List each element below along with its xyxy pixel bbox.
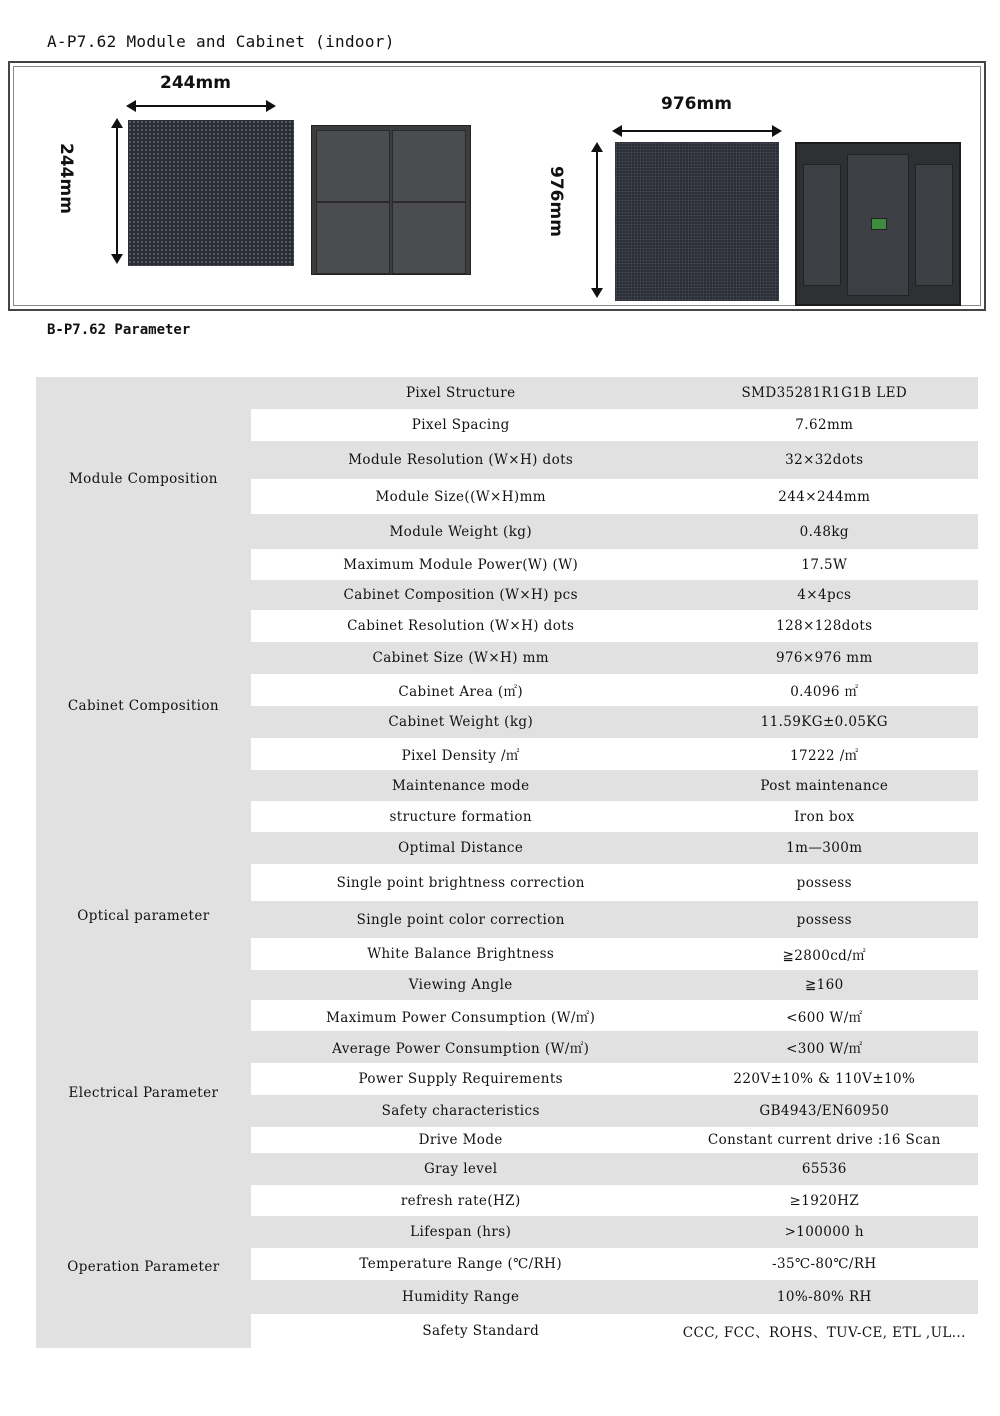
section-b-heading: B-P7.62 Parameter — [47, 322, 191, 338]
param-value: <300 W/㎡ — [671, 1031, 978, 1063]
cabinet-back-image — [795, 142, 961, 306]
param-value: 244×244mm — [671, 479, 978, 514]
param-name: Maintenance mode — [251, 770, 671, 801]
param-name: Cabinet Resolution (W×H) dots — [251, 610, 671, 642]
param-name: Pixel Density /㎡ — [251, 738, 671, 770]
param-name: Gray level — [251, 1153, 671, 1185]
group-label: Cabinet Composition — [36, 580, 251, 832]
param-value: -35℃-80℃/RH — [671, 1248, 978, 1280]
group-label: Optical parameter — [36, 832, 251, 1000]
group-label: Module Composition — [36, 377, 251, 580]
param-name: Pixel Structure — [251, 377, 671, 409]
param-value: possess — [671, 901, 978, 938]
group-label: Electrical Parameter — [36, 1000, 251, 1185]
cabinet-height-label: 976mm — [546, 166, 566, 237]
param-value: 17.5W — [671, 549, 978, 580]
cabinet-height-arrow — [596, 152, 598, 288]
param-value: Iron box — [671, 801, 978, 832]
param-value: Post maintenance — [671, 770, 978, 801]
param-value: CCC, FCC、ROHS、TUV-CE, ETL ,UL... — [671, 1314, 978, 1348]
param-name: Cabinet Weight (kg) — [251, 706, 671, 738]
module-height-label: 244mm — [56, 143, 76, 214]
param-name: Single point color correction — [251, 901, 671, 938]
param-value: 976×976 mm — [671, 642, 978, 674]
param-name: structure formation — [251, 801, 671, 832]
param-name: Power Supply Requirements — [251, 1063, 671, 1095]
param-value: possess — [671, 864, 978, 901]
param-value: 220V±10% & 110V±10% — [671, 1063, 978, 1095]
param-name: White Balance Brightness — [251, 938, 671, 970]
param-name: Humidity Range — [251, 1280, 671, 1314]
cabinet-width-arrow — [622, 130, 772, 132]
param-value: 65536 — [671, 1153, 978, 1185]
param-value: 0.4096 ㎡ — [671, 674, 978, 706]
module-back-image — [311, 125, 471, 275]
param-name: Lifespan (hrs) — [251, 1216, 671, 1248]
param-name: Drive Mode — [251, 1127, 671, 1153]
param-value: SMD35281R1G1B LED — [671, 377, 978, 409]
param-value: 1m—300m — [671, 832, 978, 864]
table-row — [36, 1000, 978, 1031]
param-value: ≥1920HZ — [671, 1185, 978, 1216]
param-name: Pixel Spacing — [251, 409, 671, 441]
param-name: Maximum Power Consumption (W/㎡) — [251, 1000, 671, 1031]
param-value: >100000 h — [671, 1216, 978, 1248]
param-value: <600 W/㎡ — [671, 1000, 978, 1031]
param-value: ≧160 — [671, 970, 978, 1000]
param-name: Safety characteristics — [251, 1095, 671, 1127]
param-value: 128×128dots — [671, 610, 978, 642]
param-value: ≧2800cd/㎡ — [671, 938, 978, 970]
module-width-label: 244mm — [160, 73, 231, 93]
param-value: 10%-80% RH — [671, 1280, 978, 1314]
module-front-image — [128, 120, 294, 266]
module-width-arrow — [136, 105, 266, 107]
table-row — [36, 377, 978, 409]
param-name: Cabinet Composition (W×H) pcs — [251, 580, 671, 610]
param-name: refresh rate(HZ) — [251, 1185, 671, 1216]
param-name: Module Weight (kg) — [251, 514, 671, 549]
table-row — [36, 1185, 978, 1216]
cabinet-width-label: 976mm — [661, 94, 732, 114]
param-value: 0.48kg — [671, 514, 978, 549]
param-value: 11.59KG±0.05KG — [671, 706, 978, 738]
param-name: Safety Standard — [251, 1314, 671, 1348]
param-value: 7.62mm — [671, 409, 978, 441]
param-name: Single point brightness correction — [251, 864, 671, 901]
table-row — [36, 580, 978, 610]
table-row — [36, 832, 978, 864]
cabinet-front-image — [615, 142, 779, 301]
param-name: Average Power Consumption (W/㎡) — [251, 1031, 671, 1063]
param-name: Module Size((W×H)mm — [251, 479, 671, 514]
section-a-heading: A-P7.62 Module and Cabinet (indoor) — [47, 32, 395, 51]
param-name: Optimal Distance — [251, 832, 671, 864]
param-name: Module Resolution (W×H) dots — [251, 441, 671, 479]
param-value: Constant current drive :16 Scan — [671, 1127, 978, 1153]
param-value: 17222 /㎡ — [671, 738, 978, 770]
param-name: Maximum Module Power(W) (W) — [251, 549, 671, 580]
param-name: Temperature Range (℃/RH) — [251, 1248, 671, 1280]
param-name: Cabinet Size (W×H) mm — [251, 642, 671, 674]
param-value: 32×32dots — [671, 441, 978, 479]
parameter-table — [36, 377, 978, 1348]
module-height-arrow — [116, 128, 118, 254]
param-name: Viewing Angle — [251, 970, 671, 1000]
param-value: 4×4pcs — [671, 580, 978, 610]
param-value: GB4943/EN60950 — [671, 1095, 978, 1127]
param-name: Cabinet Area (㎡) — [251, 674, 671, 706]
group-label: Operation Parameter — [36, 1185, 251, 1348]
